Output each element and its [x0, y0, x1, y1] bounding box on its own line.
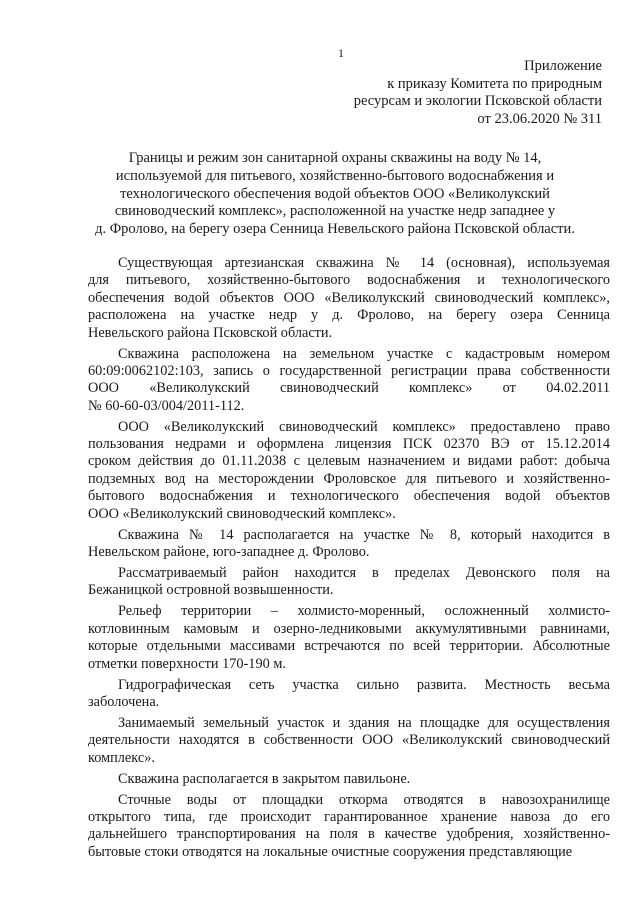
paragraph-line: Скважина № 14 располагается на участке № 8, который находится в: [118, 526, 610, 543]
paragraph-line: заболочена.: [88, 693, 160, 710]
paragraph-line: Скважина располагается в закрытом павильоне.: [118, 770, 411, 787]
paragraph-line: подземных вод на месторождении Фроловское для питьевого и хозяйственно-: [88, 470, 610, 487]
paragraph-line: № 60-60-03/004/2011-112.: [88, 397, 245, 414]
title-line: свиноводческий комплекс», расположенной на участке недр западнее у: [114, 203, 556, 220]
appendix-line: Приложение: [524, 58, 602, 74]
paragraph: [88, 527, 610, 562]
paragraph: [88, 255, 610, 342]
paragraph-line: ООО «Великолукский свиноводческий комплекс» от 04.02.2011: [88, 380, 610, 397]
paragraph-line: 60:09:0062102:103, запись о государственной регистрации права собственности: [88, 362, 610, 379]
appendix-line: от 23.06.2020 № 311: [477, 110, 602, 127]
paragraph-line: ООО «Великолукский свиноводческий комплекс» предоставлено право: [118, 418, 610, 435]
paragraph-line: Рельеф территории – холмисто-моренный, осложненный холмисто-: [118, 603, 610, 620]
title-line: Границы и режим зон санитарной охраны скважины на воду № 14,: [128, 150, 542, 166]
paragraph-line: отметки поверхности 170-190 м.: [88, 655, 286, 672]
paragraph-line: для питьевого, хозяйственно-бытового водоснабжения и технологического: [88, 272, 610, 289]
paragraph-line: бытовые стоки отводятся на локальные очистные сооружения представляющие: [88, 843, 573, 860]
paragraph-line: расположена на участке недр у д. Фролово, на берегу озера Сенница: [88, 307, 610, 324]
paragraph: [88, 565, 610, 600]
paragraph: [88, 715, 610, 767]
paragraph-line: ООО «Великолукский свиноводческий комплекс».: [88, 505, 396, 522]
paragraph-line: Невельском районе, юго-западнее д. Фролово.: [88, 544, 370, 561]
paragraph-line: деятельности находятся в собственности ООО «Великолукский свиноводческий: [88, 732, 610, 749]
document-title: [70, 150, 600, 239]
title-line: д. Фролово, на берегу озера Сенница Невельского района Псковской области.: [95, 221, 575, 238]
paragraph-line: комплекс».: [88, 749, 155, 766]
paragraph: [88, 771, 610, 788]
paragraph-line: котловинным камовым и озерно-ледниковыми аккумулятивными равнинами,: [88, 620, 610, 637]
paragraph-line: Рассматриваемый район находится в пределах Девонского поля на: [118, 565, 610, 582]
appendix-line: к приказу Комитета по природным: [387, 75, 602, 92]
appendix-header: [302, 58, 602, 128]
paragraph-line: Невельского района Псковской области.: [88, 324, 333, 341]
page-number: 1: [338, 46, 344, 60]
paragraph-line: открытого типа, где происходит гарантированное хранение навоза до его: [88, 809, 610, 826]
paragraph: [88, 603, 610, 673]
title-line: технологического обеспечения водой объектов ООО «Великолукский: [120, 185, 550, 202]
paragraph-line: которые отдельными массивами встречаются по всей территории. Абсолютные: [88, 638, 610, 655]
paragraph-line: Существующая артезианская скважина № 14 (основная), используемая: [118, 255, 610, 271]
paragraph-line: обеспечения водой объектов ООО «Великолукский свиноводческий комплекс»,: [88, 289, 610, 306]
paragraph-line: дальнейшего транспортирования на поля в качестве удобрения, хозяйственно-: [88, 826, 610, 843]
paragraph: [88, 677, 610, 712]
document-body: [88, 255, 610, 865]
paragraph-line: бытового водоснабжения и технологического обеспечения водой объектов: [88, 488, 610, 505]
appendix-line: ресурсам и экологии Псковской области: [353, 93, 602, 109]
paragraph-line: Гидрографическая сеть участка сильно развита. Местность весьма: [118, 676, 610, 693]
paragraph-line: Сточные воды от площадки откорма отводятся в навозохранилище: [118, 791, 610, 808]
title-line: используемой для питьевого, хозяйственно-бытового водоснабжения и: [115, 167, 555, 184]
paragraph: [88, 419, 610, 523]
paragraph-line: Скважина расположена на земельном участке с кадастровым номером: [118, 345, 610, 362]
paragraph-line: сроком действия до 01.11.2038 с целевым назначением и видами работ: добыча: [88, 453, 610, 470]
paragraph: [88, 792, 610, 862]
paragraph-line: Бежаницкой островной возвышенности.: [88, 582, 334, 599]
paragraph-line: пользования недрами и оформлена лицензия ПСК 02370 ВЭ от 15.12.2014: [88, 436, 610, 453]
paragraph: [88, 346, 610, 416]
paragraph-line: Занимаемый земельный участок и здания на площадке для осуществления: [118, 714, 610, 731]
